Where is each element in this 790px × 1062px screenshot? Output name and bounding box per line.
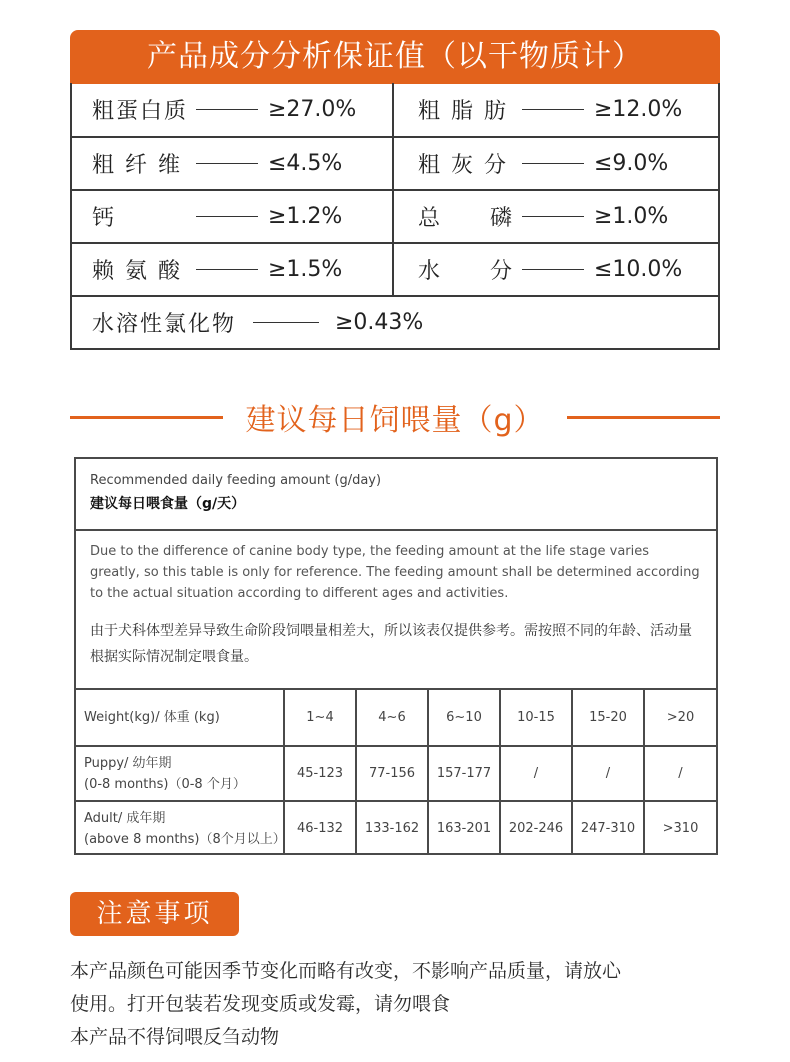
adult-cell: 133-162 <box>356 801 428 855</box>
nutrient-value: ≥12.0% <box>594 97 683 122</box>
table-row <box>76 746 716 801</box>
dash-line <box>196 109 258 110</box>
adult-cell: 247-310 <box>572 801 644 855</box>
divider-line <box>567 416 720 419</box>
weight-cell: 1~4 <box>284 690 356 746</box>
weight-cell: 4~6 <box>356 690 428 746</box>
weight-cell: >20 <box>644 690 716 746</box>
weight-cell: 6~10 <box>428 690 500 746</box>
divider-line <box>70 416 223 419</box>
feeding-note-zh: 由于犬科体型差异导致生命阶段饲喂量相差大，所以该表仅提供参考。需按照不同的年龄、活动量根据实际情况制定喂食量。 <box>90 623 692 665</box>
adult-cell: >310 <box>644 801 716 855</box>
nutrient-name: 粗 纤 维 <box>92 153 182 178</box>
analysis-cell <box>72 191 392 242</box>
nutrient-name: 粗 灰 分 <box>418 153 508 178</box>
analysis-row <box>72 189 718 242</box>
analysis-table <box>70 83 720 350</box>
nutrient-name: 水溶性氯化物 <box>92 312 237 337</box>
puppy-cell: / <box>644 746 716 801</box>
nutrient-value: ≥1.0% <box>594 204 669 229</box>
puppy-cell: / <box>500 746 572 801</box>
nutrient-name: 水 分 <box>418 259 515 284</box>
dash-line <box>522 109 584 110</box>
puppy-label <box>76 746 284 801</box>
dash-line <box>196 163 258 164</box>
adult-label-line: (above 8 months)（8个月以上） <box>84 831 286 847</box>
adult-cell: 163-201 <box>428 801 500 855</box>
analysis-cell <box>392 191 718 242</box>
nutrient-name: 总 磷 <box>418 206 515 231</box>
table-row <box>76 801 716 855</box>
analysis-row <box>72 242 718 295</box>
analysis-cell <box>392 138 718 189</box>
notes-body <box>70 955 770 1054</box>
nutrient-value: ≤9.0% <box>594 151 669 176</box>
notes-title: 注意事项 <box>70 892 239 936</box>
weight-label: Weight(kg)/ 体重 (kg) <box>76 690 284 746</box>
puppy-label-line: (0-8 months)（0-8 个月） <box>84 776 246 792</box>
feeding-note <box>76 531 716 690</box>
analysis-cell <box>72 244 392 295</box>
weight-cell: 10-15 <box>500 690 572 746</box>
feeding-table <box>76 690 716 855</box>
weight-cell: 15-20 <box>572 690 644 746</box>
adult-label-line: Adult/ 成年期 <box>84 810 166 826</box>
nutrient-value: ≥0.43% <box>335 310 424 335</box>
puppy-label-line: Puppy/ 幼年期 <box>84 755 172 771</box>
analysis-title: 产品成分分析保证值（以干物质计） <box>70 30 720 84</box>
analysis-row <box>72 83 718 136</box>
nutrient-name: 粗蛋白质 <box>92 99 189 124</box>
puppy-cell: / <box>572 746 644 801</box>
feeding-note-en: Due to the difference of canine body type, the feeding amount at the life stage varies greatly, so this table is only for reference. The feeding amount shall be determined according to the actual situation according to different ages and activities. <box>90 544 700 601</box>
analysis-cell <box>392 83 718 136</box>
nutrient-name: 钙 <box>92 206 117 231</box>
feeding-header-zh: 建议每日喂食量（g/天） <box>90 496 246 512</box>
feeding-title-row <box>70 392 720 442</box>
feeding-header <box>76 459 716 531</box>
analysis-cell <box>392 244 718 295</box>
nutrient-value: ≥1.2% <box>268 204 343 229</box>
feeding-header-en: Recommended daily feeding amount (g/day) <box>90 473 382 488</box>
notes-line: 本产品不得饲喂反刍动物 <box>70 1026 280 1048</box>
analysis-cell <box>72 138 392 189</box>
adult-cell: 202-246 <box>500 801 572 855</box>
dash-line <box>522 269 584 270</box>
dash-line <box>196 216 258 217</box>
table-row <box>76 690 716 746</box>
dash-line <box>522 163 584 164</box>
nutrient-name: 粗 脂 肪 <box>418 99 508 124</box>
feeding-box <box>74 457 718 855</box>
notes-line: 使用。打开包装若发现变质或发霉，请勿喂食 <box>70 993 451 1015</box>
dash-line <box>196 269 258 270</box>
nutrient-value: ≥27.0% <box>268 97 357 122</box>
nutrient-value: ≤10.0% <box>594 257 683 282</box>
dash-line <box>253 322 319 323</box>
nutrient-value: ≤4.5% <box>268 151 343 176</box>
dash-line <box>522 216 584 217</box>
adult-cell: 46-132 <box>284 801 356 855</box>
analysis-row-wide <box>72 295 718 348</box>
analysis-cell <box>72 83 392 136</box>
analysis-cell <box>72 297 718 348</box>
puppy-cell: 157-177 <box>428 746 500 801</box>
puppy-cell: 45-123 <box>284 746 356 801</box>
notes-line: 本产品颜色可能因季节变化而略有改变，不影响产品质量，请放心 <box>70 960 622 982</box>
nutrient-value: ≥1.5% <box>268 257 343 282</box>
nutrient-name: 赖 氨 酸 <box>92 259 182 284</box>
puppy-cell: 77-156 <box>356 746 428 801</box>
adult-label <box>76 801 284 855</box>
feeding-title: 建议每日饲喂量（g） <box>245 403 545 438</box>
analysis-row <box>72 136 718 189</box>
